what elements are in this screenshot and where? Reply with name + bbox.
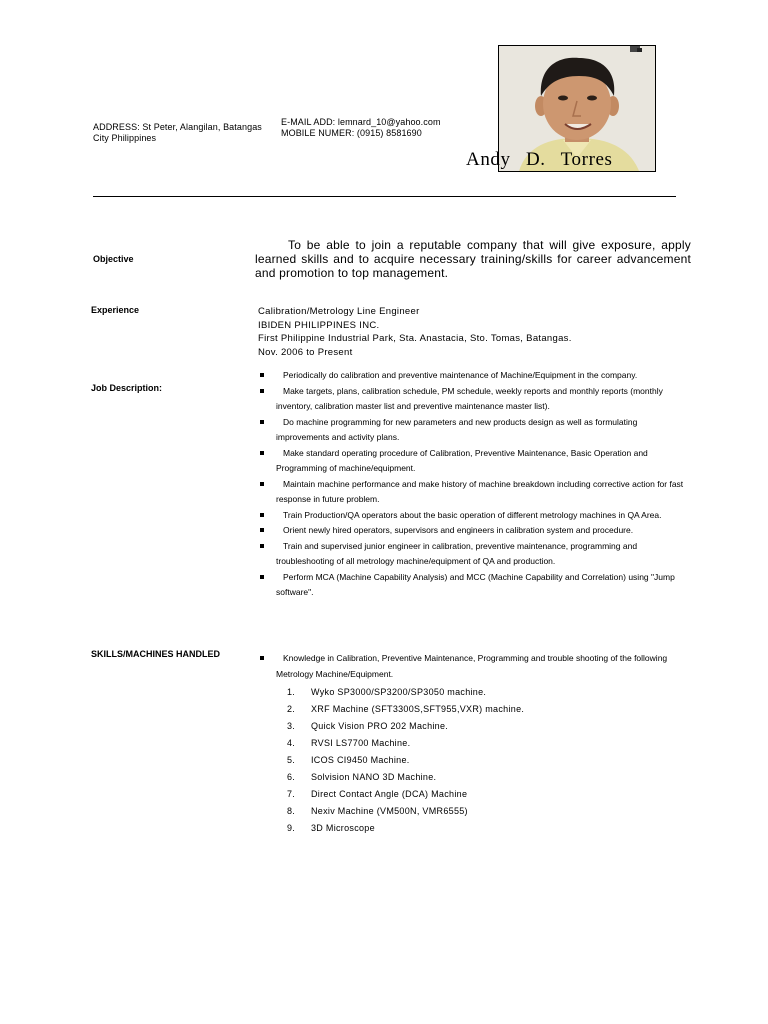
list-item: [258, 570, 688, 601]
square-bullet-icon: [260, 451, 264, 455]
mobile-line: MOBILE NUMER: (0915) 8581690: [281, 128, 422, 138]
objective-label: Objective: [93, 254, 134, 264]
list-item: [258, 718, 688, 735]
square-bullet-icon: [260, 420, 264, 424]
square-bullet-icon: [260, 528, 264, 532]
experience-position: Calibration/Metrology Line Engineer: [258, 306, 420, 317]
experience-location: First Philippine Industrial Park, Sta. Anastacia, Sto. Tomas, Batangas.: [258, 333, 572, 344]
experience-company: IBIDEN PHILIPPINES INC.: [258, 319, 380, 331]
list-item: [258, 508, 688, 524]
job-description-list: [258, 368, 688, 601]
square-bullet-icon: [260, 513, 264, 517]
machine-number: 1.: [287, 687, 296, 697]
square-bullet-icon: [260, 482, 264, 486]
machine-name: Nexiv Machine (VM500N, VMR6555): [311, 806, 468, 816]
machine-number: 6.: [287, 772, 296, 782]
machine-number: 3.: [287, 721, 296, 731]
machine-name: Quick Vision PRO 202 Machine.: [311, 721, 449, 731]
list-item-text: Train Production/QA operators about the basic operation of different metrology machines in QA Area.: [283, 509, 662, 520]
list-item: [258, 803, 688, 820]
machine-number: 9.: [287, 823, 296, 833]
list-item: [258, 684, 688, 701]
list-item-text: Perform MCA (Machine Capability Analysis) and MCC (Machine Capability and Correlation) using "Jump software".: [276, 571, 675, 597]
list-item: [258, 539, 688, 570]
address-line-2: City Philippines: [93, 133, 157, 143]
machine-name: Solvision NANO 3D Machine.: [311, 772, 437, 782]
list-item: [258, 384, 688, 415]
machine-name: RVSI LS7700 Machine.: [311, 738, 411, 748]
list-item: [258, 701, 688, 718]
machine-number: 2.: [287, 704, 296, 714]
skills-intro-text: Knowledge in Calibration, Preventive Maintenance, Programming and trouble shooting of the following Metrology Machine/Equipment.: [276, 653, 668, 679]
square-bullet-icon: [260, 544, 264, 548]
list-item: [258, 415, 688, 446]
machine-number: 5.: [287, 755, 296, 765]
skills-label: SKILLS/MACHINES HANDLED: [91, 649, 221, 659]
machine-number: 7.: [287, 789, 296, 799]
machine-name: ICOS CI9450 Machine.: [311, 755, 410, 765]
list-item: [258, 769, 688, 786]
square-bullet-icon: [260, 575, 264, 579]
contact-block: [281, 117, 461, 139]
list-item: [258, 786, 688, 803]
square-bullet-icon: [260, 389, 264, 393]
square-bullet-icon: [260, 656, 264, 660]
machine-name: Wyko SP3000/SP3200/SP3050 machine.: [311, 687, 487, 697]
candidate-name: [466, 149, 623, 171]
machine-number: 8.: [287, 806, 296, 816]
list-item-text: Maintain machine performance and make history of machine breakdown including corrective action for fast response in future problem.: [276, 478, 684, 504]
machine-name: XRF Machine (SFT3300S,SFT955,VXR) machine.: [311, 704, 525, 714]
list-item: [258, 820, 688, 837]
address-line-1: ADDRESS: St Peter, Alangilan, Batangas: [93, 122, 262, 132]
experience-label: Experience: [91, 305, 140, 315]
list-item-text: Periodically do calibration and preventive maintenance of Machine/Equipment in the company.: [283, 370, 638, 380]
list-item-text: Train and supervised junior engineer in calibration, preventive maintenance, programming and troubleshooting of all metrology machine/equipment of QA and production.: [276, 540, 638, 566]
list-item-text: Orient newly hired operators, supervisors and engineers in calibration system and procedure.: [283, 525, 634, 535]
header-divider: [93, 196, 676, 197]
machine-list: [258, 684, 688, 837]
experience-block: [258, 305, 572, 359]
skills-block: [258, 651, 688, 837]
list-item: [258, 735, 688, 752]
skills-intro: [258, 651, 688, 682]
machine-number: 4.: [287, 738, 296, 748]
name-last: Torres: [560, 149, 613, 170]
list-item: [258, 477, 688, 508]
square-bullet-icon: [260, 373, 264, 377]
list-item: [258, 752, 688, 769]
objective-text: To be able to join a reputable company that will give exposure, apply learned skills and to acquire necessary training/skills for career advancement and promotion to top management.: [255, 238, 691, 280]
machine-name: Direct Contact Angle (DCA) Machine: [311, 789, 468, 799]
list-item-text: Do machine programming for new parameters and new products design as well as formulating improvements and activity plans.: [276, 416, 638, 442]
list-item: [258, 446, 688, 477]
email-line: E-MAIL ADD: lemnard_10@yahoo.com: [281, 117, 441, 127]
experience-period: Nov. 2006 to Present: [258, 346, 353, 358]
list-item-text: Make targets, plans, calibration schedule, PM schedule, weekly reports and monthly reports (monthly inventory, calibration master list and preventive maintenance master list).: [276, 385, 663, 411]
name-first: Andy: [466, 149, 511, 170]
list-item: [258, 368, 688, 384]
list-item-text: Make standard operating procedure of Calibration, Preventive Maintenance, Basic Operation and Programming of machine/equipment.: [276, 447, 648, 473]
machine-name: 3D Microscope: [311, 823, 375, 833]
name-middle: D.: [525, 149, 546, 170]
job-description-label: Job Description:: [91, 383, 163, 393]
address-block: [93, 122, 273, 144]
list-item: [258, 523, 688, 539]
